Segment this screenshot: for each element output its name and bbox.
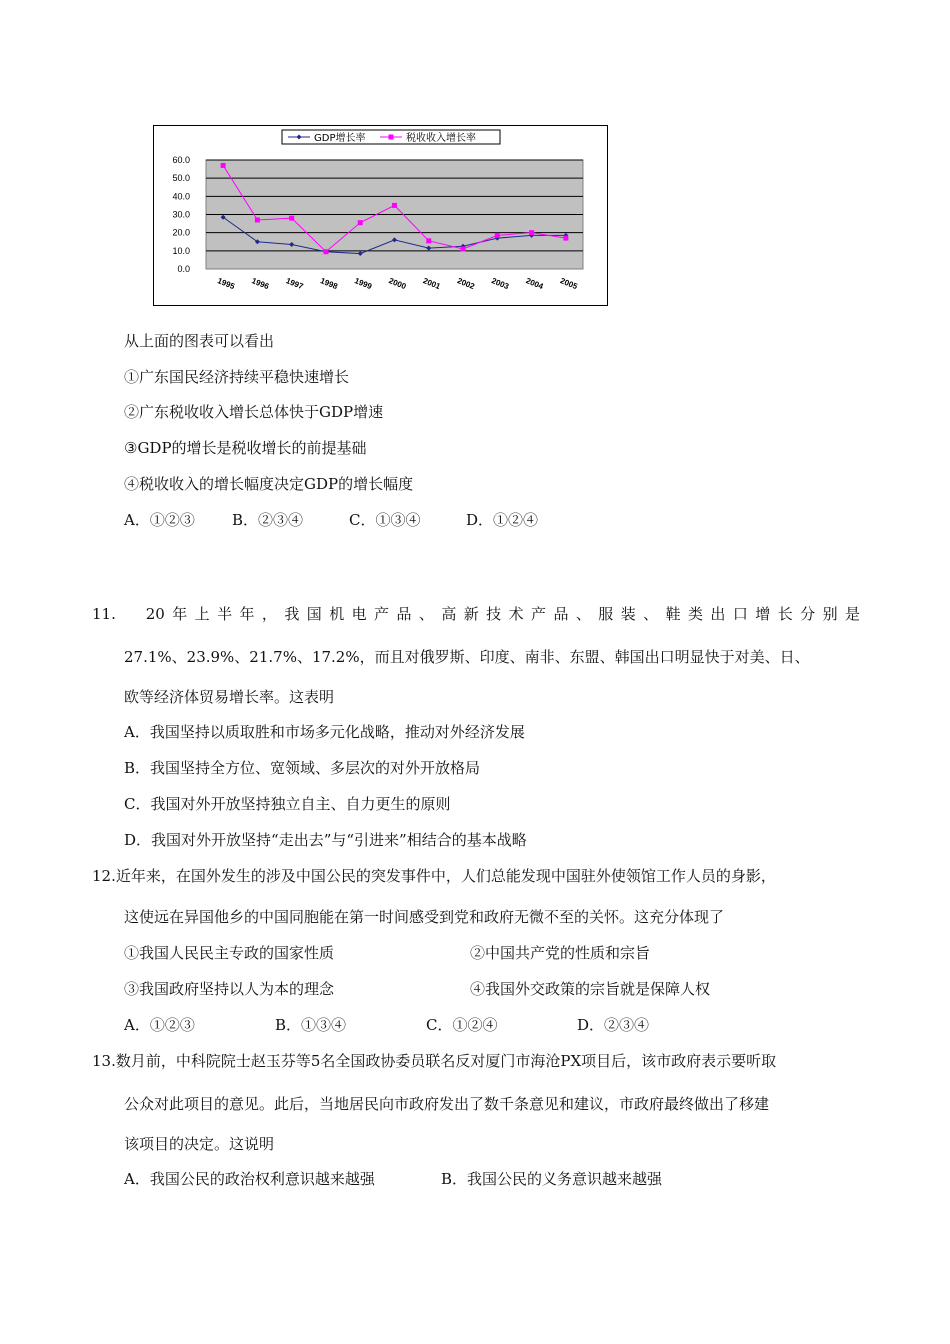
q13-stem-line-3: 该项目的决定。这说明 [124, 1135, 275, 1153]
data-point [461, 247, 466, 252]
y-tick-label: 50.0 [172, 173, 190, 184]
x-tick-label: 1995 [216, 276, 237, 292]
data-point [392, 203, 397, 208]
q10-statement-2: ②广东税收收入增长总体快于GDP增速 [124, 403, 384, 421]
q10-option-a: A．①②③ [124, 511, 195, 529]
q11-option-d: D．我国对外开放坚持“走出去”与“引进来”相结合的基本战略 [124, 831, 527, 849]
data-point [289, 216, 294, 221]
q12-statement-4: ④我国外交政策的宗旨就是保障人权 [470, 980, 711, 998]
q10-statement-3: ③GDP的增长是税收增长的前提基础 [124, 439, 367, 457]
q11-stem-line-3: 欧等经济体贸易增长率。这表明 [124, 688, 335, 706]
q12-stem-line-2: 这使远在异国他乡的中国同胞能在第一时间感受到党和政府无微不至的关怀。这充分体现了 [124, 908, 725, 926]
q10-option-d: D．①②④ [466, 511, 539, 529]
legend-label: GDP增长率 [314, 133, 366, 144]
y-tick-label: 40.0 [172, 191, 190, 202]
q10-stem: 从上面的图表可以看出 [124, 332, 275, 350]
y-tick-label: 60.0 [172, 155, 190, 165]
y-tick-label: 10.0 [172, 245, 190, 256]
x-tick-label: 2001 [421, 276, 442, 292]
data-point [426, 238, 431, 243]
x-tick-label: 1996 [250, 276, 271, 292]
y-tick-label: 0.0 [177, 264, 190, 274]
growth-rate-chart [153, 125, 608, 306]
legend-marker [389, 135, 394, 140]
q10-option-c: C．①③④ [349, 511, 421, 529]
q12-option-a: A．①②③ [124, 1016, 195, 1034]
q13-stem-line-2: 公众对此项目的意见。此后，当地居民向市政府发出了数千条意见和建议，市政府最终做出了移建 [124, 1095, 770, 1113]
data-point [529, 230, 534, 235]
x-tick-label: 2000 [387, 276, 408, 292]
q12-option-b: B．①③④ [275, 1016, 347, 1034]
x-tick-label: 2003 [490, 276, 511, 292]
data-point [495, 233, 500, 238]
y-tick-label: 20.0 [172, 227, 190, 238]
x-tick-label: 2004 [524, 276, 545, 292]
q12-stem-line-1: 12.近年来，在国外发生的涉及中国公民的突发事件中，人们总能发现中国驻外使领馆工作人员的身影， [92, 867, 776, 885]
x-tick-label: 1998 [318, 276, 339, 292]
q10-statement-1: ①广东国民经济持续平稳快速增长 [124, 368, 350, 386]
q10-statement-4: ④税收收入的增长幅度决定GDP的增长幅度 [124, 475, 414, 493]
y-tick-label: 30.0 [172, 209, 190, 220]
x-tick-label: 1999 [353, 276, 374, 292]
q12-option-d: D．②③④ [577, 1016, 650, 1034]
q13-stem-line-1: 13.数月前，中科院院士赵玉芬等5名全国政协委员联名反对厦门市海沧PX项目后，该市政府表示要听取 [92, 1052, 777, 1070]
q11-option-c: C．我国对外开放坚持独立自主、自力更生的原则 [124, 795, 451, 813]
q12-statement-3: ③我国政府坚持以人为本的理念 [124, 980, 335, 998]
data-point [323, 249, 328, 254]
q11-option-b: B．我国坚持全方位、宽领域、多层次的对外开放格局 [124, 759, 481, 777]
legend-label: 税收收入增长率 [406, 133, 476, 144]
data-point [563, 236, 568, 241]
q12-option-c: C．①②④ [426, 1016, 498, 1034]
q11-stem-line-2: 27.1%、23.9%、21.7%、17.2%，而且对俄罗斯、印度、南非、东盟、韩国出口明显快于对美、日、 [124, 648, 810, 666]
q11-option-a: A．我国坚持以质取胜和市场多元化战略，推动对外经济发展 [124, 723, 525, 741]
q12-statement-1: ①我国人民民主专政的国家性质 [124, 944, 335, 962]
q12-statement-2: ②中国共产党的性质和宗旨 [470, 944, 651, 962]
x-tick-label: 2005 [558, 276, 579, 292]
q11-stem-line-1-text: 11. 20年上半年，我国机电产品、高新技术产品、服装、鞋类出口增长分别是 [92, 605, 860, 623]
data-point [255, 217, 260, 222]
q10-option-b: B．②③④ [232, 511, 304, 529]
q13-option-a: A．我国公民的政治权利意识越来越强 [124, 1170, 375, 1188]
data-point [358, 220, 363, 225]
q11-stem-line-1 [92, 604, 860, 624]
chart-canvas [154, 126, 607, 305]
data-point [221, 163, 226, 168]
q13-option-b: B．我国公民的义务意识越来越强 [441, 1170, 663, 1188]
x-tick-label: 1997 [284, 276, 305, 292]
x-tick-label: 2002 [456, 276, 476, 292]
